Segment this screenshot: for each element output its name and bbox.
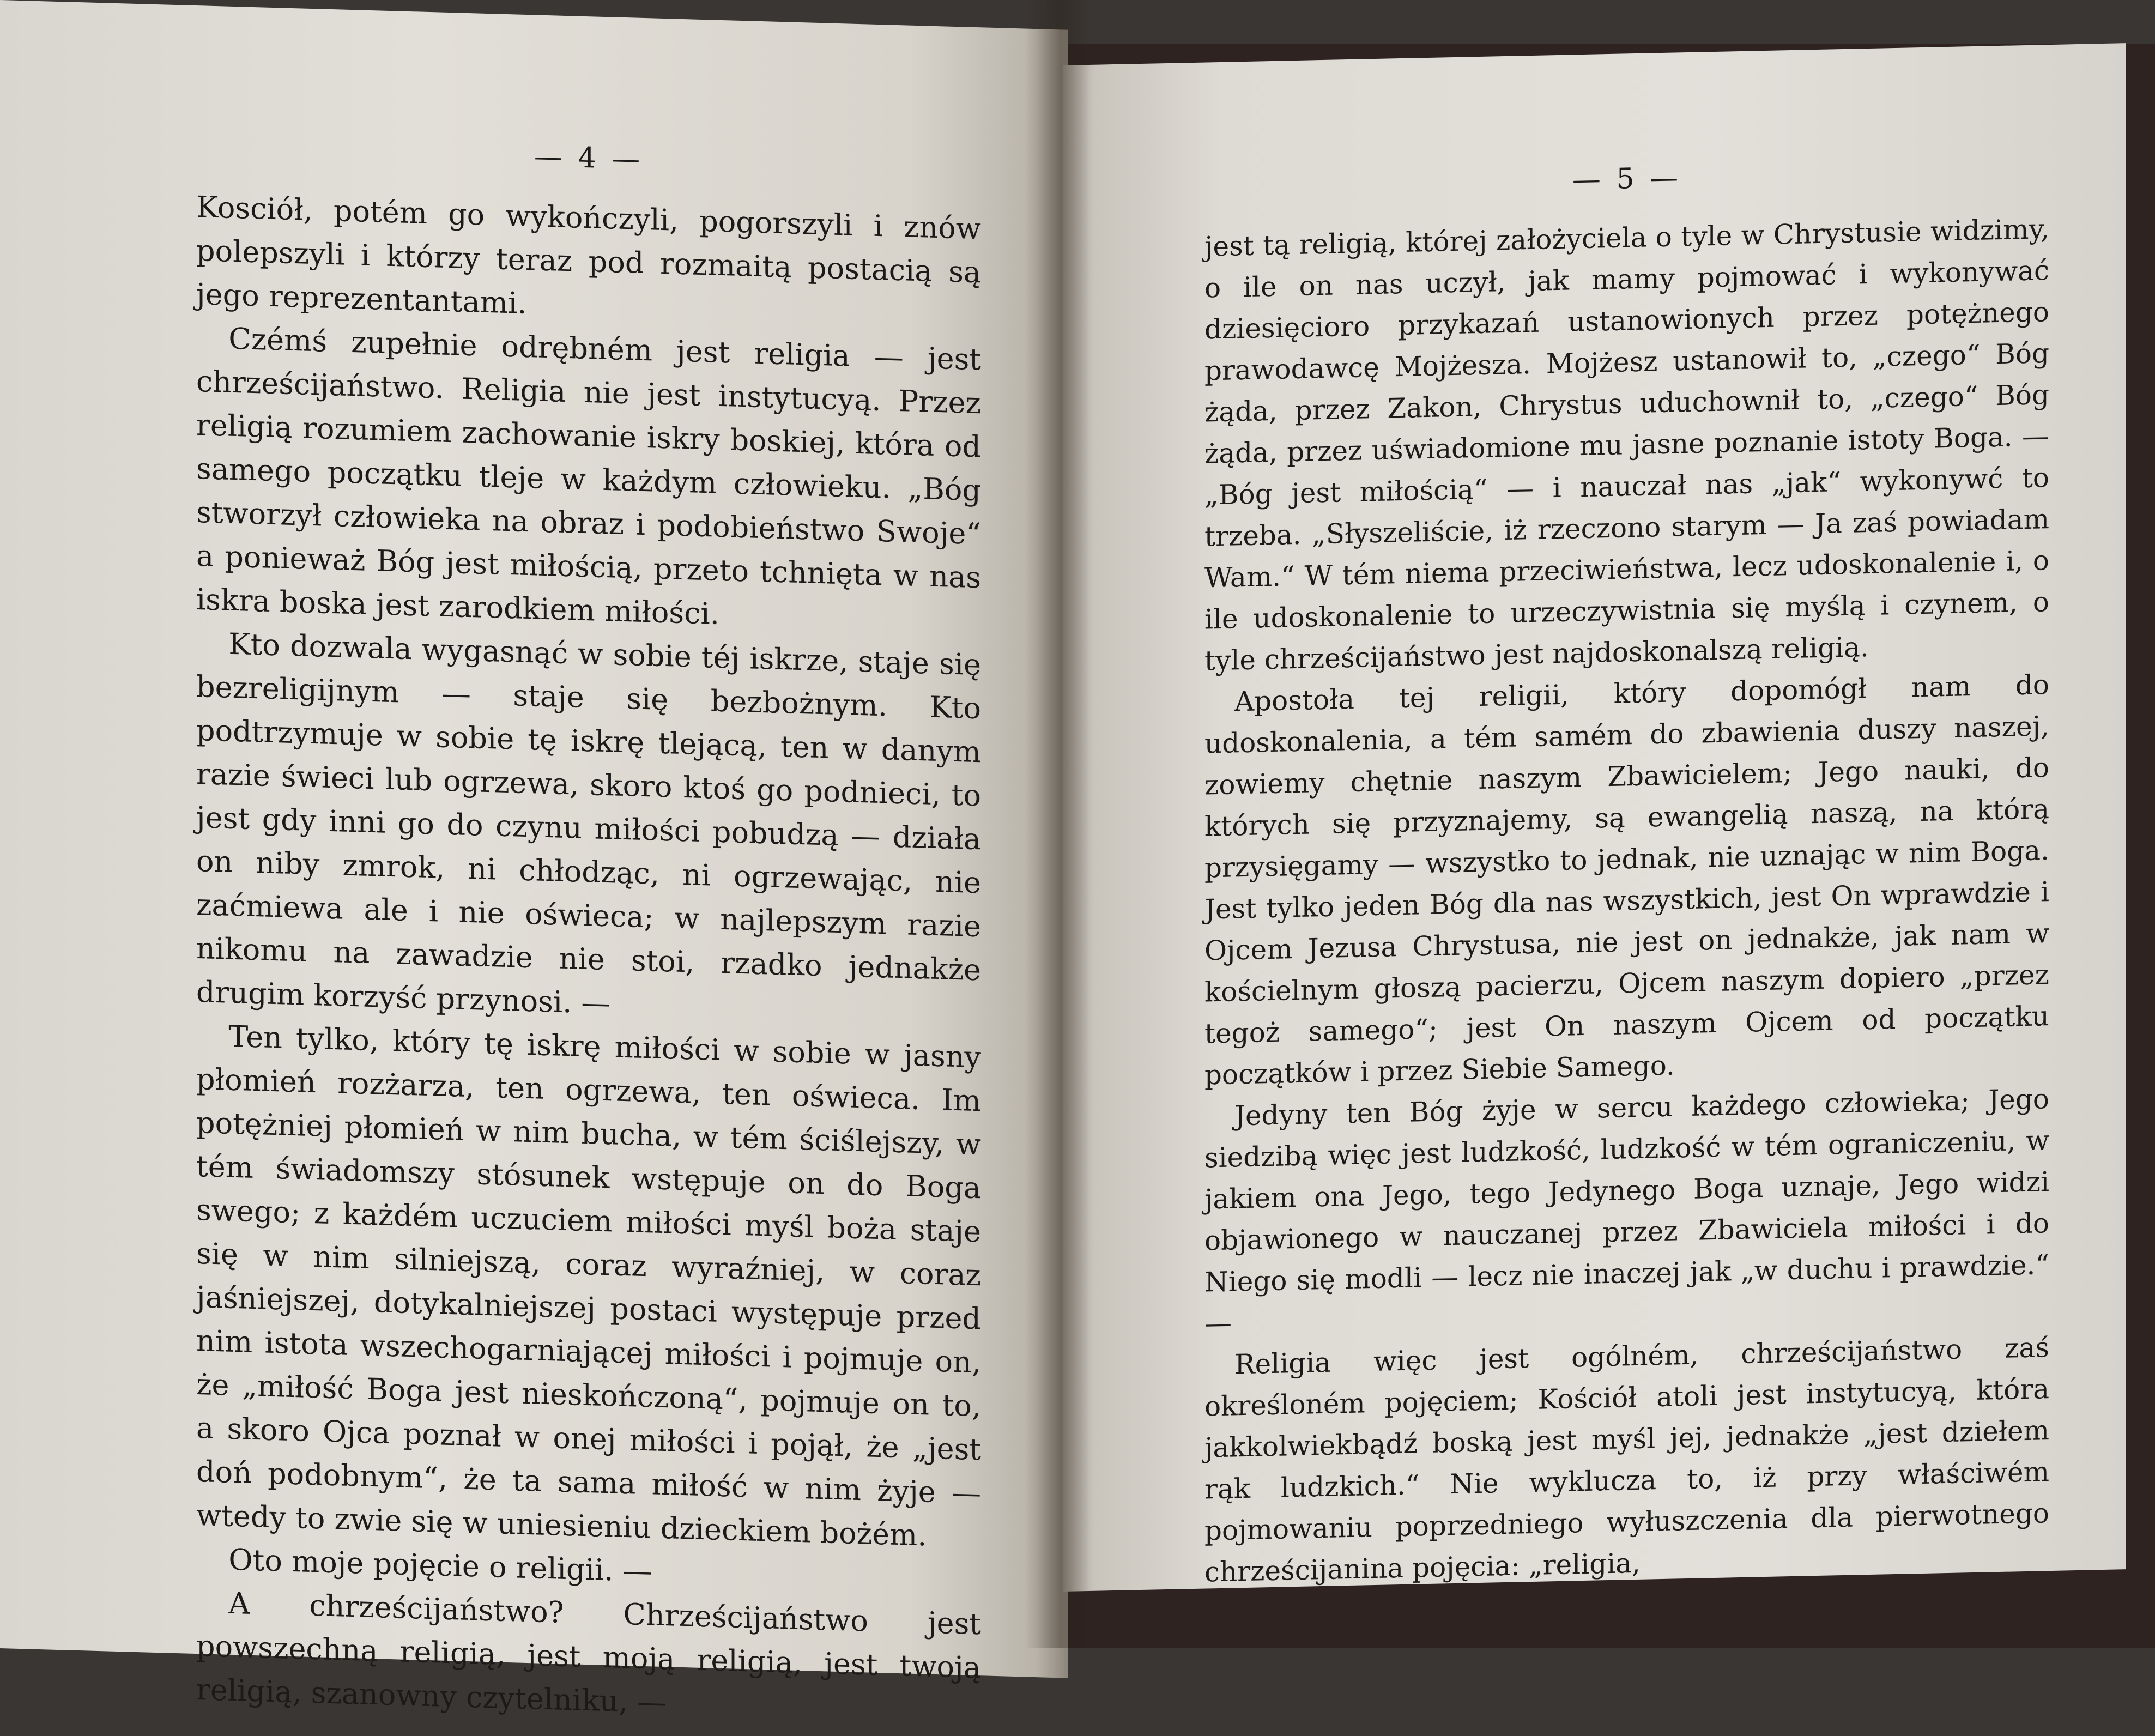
left-page — [0, 0, 1068, 1720]
page-number: — 4 — — [534, 140, 644, 176]
paragraph: Kosciół, potém go wykończyli, pogorszyli i znów polepszyli i którzy teraz pod rozmaitą postacią są jego reprezentantami. — [196, 190, 981, 320]
page-body — [196, 185, 981, 1733]
page-body — [1204, 208, 2049, 1593]
paragraph: Ten tylko, który tę iskrę miłości w sobie w jasny płomień rozżarza, ten ogrzewa, ten oświeca. Im potężniej płomień w nim bucha, w tém ściślejszy, w tém świadomszy stósunek wstępuje on do Boga swego; z każdém uczuciem miłości myśl boża staje się w nim silniejszą, coraz wyraźniej, w coraz jaśniejszej, dotykalniejszej postaci występuje przed nim istota wszechogarniającej miłości i pojmuje on, że „miłość Boga jest nieskończoną“, pojmuje on to, a skoro Ojca poznał w onej miłości i pojął, że „jest doń podobnym“, że ta sama miłość w nim żyje — wtedy to zwie się w uniesieniu dzieckiem bożém. — [196, 1019, 981, 1553]
page-number: — 5 — — [1572, 161, 1682, 197]
paragraph: Religia więc jest ogólném, chrześcijaństwo zaś określoném pojęciem; Kościół atoli jest instytucyą, która jakkolwiekbądź boską jest myśl jej, jednakże „jest dziełem rąk ludzkich.“ Nie wyklucza to, iż przy właściwém pojmowaniu poprzedniego wyłuszczenia dla pierwotnego chrześcijanina pojęcia: „religia, — [1204, 1332, 2049, 1588]
paragraph: Apostoła tej religii, który dopomógł nam do udoskonalenia, a tém samém do zbawienia duszy naszej, zowiemy chętnie naszym Zbawicielem; Jego nauki, do których się przyznajemy, są ewangelią naszą, na którą przysięgamy — wszystko to jednak, nie uznając w nim Boga. Jest tylko jeden Bóg dla nas wszystkich, jest On wprawdzie i Ojcem Jezusa Chrystusa, nie jest on jednakże, jak nam w kościelnym głoszą pacierzu, Ojcem naszym dopiero „przez tegoż samego“; jest On naszym Ojcem od początku początków i przez Siebie Samego. — [1204, 669, 2049, 1091]
paragraph: Jedyny ten Bóg żyje w sercu każdego człowieka; Jego siedzibą więc jest ludzkość, ludzkość w tém ograniczeniu, w jakiem ona Jego, tego Jedynego Boga uznaje, Jego widzi objawionego w nauczanej przez Zbawiciela miłości i do Niego się modli — lecz nie inaczej jak „w duchu i prawdzie.“ — — [1204, 1083, 2049, 1340]
paragraph: jest tą religią, której założyciela o tyle w Chrystusie widzimy, o ile on nas uczył, jak mamy pojmować i wykonywać dziesięcioro przykazań ustanowionych przez potężnego prawodawcę Mojżesza. Mojżesz ustanowił to, „czego“ Bóg żąda, przez Zakon, Chrystus uduchownił to, „czego“ Bóg żąda, przez uświadomione mu jasne poznanie istoty Boga. — „Bóg jest miłością“ — i nauczał nas „jak“ wykonywć to trzeba. „Słyszeliście, iż rzeczono starym — Ja zaś powiadam Wam.“ W tém niema przeciwieństwa, lecz udoskonalenie i, o ile udoskonalenie to urzeczywistnia się myślą i czynem, o tyle chrześcijaństwo jest najdoskonalszą religią. — [1204, 213, 2049, 677]
paragraph: Oto moje pojęcie o religii. — — [228, 1542, 652, 1589]
right-page — [1063, 43, 2126, 1592]
paragraph: A chrześcijaństwo? Chrześcijaństwo jest powszechną religią, jest moją religią, jest twoją religią, szanowny czytelniku, — — [196, 1586, 981, 1720]
paragraph: Czémś zupełnie odrębném jest religia — jest chrześcijaństwo. Religia nie jest instytucyą. Przez religią rozumiem zachowanie iskry boskiej, która od samego początku tleje w każdym człowieku. „Bóg stworzył człowieka na obraz i podobieństwo Swoje“ a ponieważ Bóg jest miłością, przeto tchnięta w nas iskra boska jest zarodkiem miłości. — [196, 321, 981, 631]
paragraph: Kto dozwala wygasnąć w sobie téj iskrze, staje się bezreligijnym — staje się bezbożnym. Kto podtrzymuje w sobie tę iskrę tlejącą, ten w danym razie świeci lub ogrzewa, skoro ktoś go podnieci, to jest gdy inni go do czynu miłości pobudzą — działa on niby zmrok, ni chłodząc, ni ogrzewając, nie zaćmiewa ale i nie oświeca; w najlepszym razie nikomu na zawadzie nie stoi, rzadko jednakże drugim korzyść przynosi. — — [196, 626, 981, 1021]
